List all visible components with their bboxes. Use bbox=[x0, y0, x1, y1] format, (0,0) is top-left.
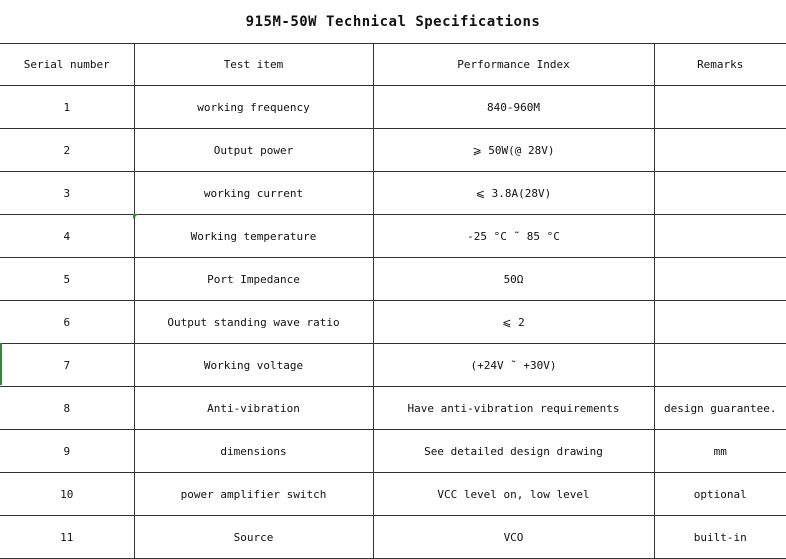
cell-test-item[interactable]: working frequency bbox=[134, 86, 373, 129]
header-row bbox=[0, 43, 786, 86]
cell-performance-index[interactable]: See detailed design drawing bbox=[373, 430, 654, 473]
table-row bbox=[0, 215, 786, 258]
cell-performance-index[interactable]: ⩽ 2 bbox=[373, 301, 654, 344]
table-row bbox=[0, 129, 786, 172]
cell-test-item[interactable]: power amplifier switch bbox=[134, 473, 373, 516]
cell-test-item[interactable]: Port Impedance bbox=[134, 258, 373, 301]
header-remarks[interactable]: Remarks bbox=[654, 43, 786, 86]
cell-remarks[interactable] bbox=[654, 172, 786, 215]
table-row bbox=[0, 258, 786, 301]
table-row bbox=[0, 430, 786, 473]
cell-remarks[interactable]: mm bbox=[654, 430, 786, 473]
cell-performance-index[interactable]: Have anti-vibration requirements bbox=[373, 387, 654, 430]
cell-serial-number[interactable]: 9 bbox=[0, 430, 134, 473]
cell-serial-number[interactable]: 7 bbox=[0, 344, 134, 387]
cell-serial-number[interactable]: 11 bbox=[0, 516, 134, 559]
cell-serial-number[interactable]: 5 bbox=[0, 258, 134, 301]
table-row bbox=[0, 516, 786, 559]
cell-remarks[interactable] bbox=[654, 258, 786, 301]
header-serial-number[interactable]: Serial number bbox=[0, 43, 134, 86]
cell-test-item[interactable]: Working temperature bbox=[134, 215, 373, 258]
cell-performance-index[interactable]: ⩽ 3.8A(28V) bbox=[373, 172, 654, 215]
cell-test-item[interactable]: Source bbox=[134, 516, 373, 559]
cell-performance-index[interactable]: VCO bbox=[373, 516, 654, 559]
cell-remarks[interactable]: built-in bbox=[654, 516, 786, 559]
cell-performance-index[interactable]: 50Ω bbox=[373, 258, 654, 301]
cell-test-item[interactable]: Output standing wave ratio bbox=[134, 301, 373, 344]
cell-remarks[interactable] bbox=[654, 344, 786, 387]
table-row bbox=[0, 473, 786, 516]
cell-test-item[interactable]: working current bbox=[134, 172, 373, 215]
cell-serial-number[interactable]: 2 bbox=[0, 129, 134, 172]
header-performance-index[interactable]: Performance Index bbox=[373, 43, 654, 86]
table-title: 915M-50W Technical Specifications bbox=[0, 0, 786, 44]
table-row bbox=[0, 301, 786, 344]
cell-serial-number[interactable]: 8 bbox=[0, 387, 134, 430]
cell-performance-index[interactable]: ⩾ 50W(@ 28V) bbox=[373, 129, 654, 172]
cell-comment-marker bbox=[133, 214, 138, 219]
cell-test-item[interactable]: Working voltage bbox=[134, 344, 373, 387]
spec-table-body bbox=[0, 86, 786, 559]
cell-serial-number[interactable]: 10 bbox=[0, 473, 134, 516]
cell-performance-index[interactable]: -25 °C ˜ 85 °C bbox=[373, 215, 654, 258]
cell-serial-number[interactable]: 4 bbox=[0, 215, 134, 258]
table-row bbox=[0, 344, 786, 387]
cell-performance-index[interactable]: (+24V ˜ +30V) bbox=[373, 344, 654, 387]
cell-test-item[interactable]: dimensions bbox=[134, 430, 373, 473]
cell-performance-index[interactable]: 840-960M bbox=[373, 86, 654, 129]
cell-serial-number[interactable]: 3 bbox=[0, 172, 134, 215]
spec-table bbox=[0, 43, 786, 559]
cell-remarks[interactable] bbox=[654, 129, 786, 172]
cell-test-item[interactable]: Output power bbox=[134, 129, 373, 172]
cell-performance-index[interactable]: VCC level on, low level bbox=[373, 473, 654, 516]
table-row bbox=[0, 86, 786, 129]
cell-remarks[interactable]: optional bbox=[654, 473, 786, 516]
table-row bbox=[0, 387, 786, 430]
row-selection-edge bbox=[0, 343, 2, 385]
header-test-item[interactable]: Test item bbox=[134, 43, 373, 86]
cell-serial-number[interactable]: 6 bbox=[0, 301, 134, 344]
table-row bbox=[0, 172, 786, 215]
cell-test-item[interactable]: Anti-vibration bbox=[134, 387, 373, 430]
cell-remarks[interactable]: design guarantee. bbox=[654, 387, 786, 430]
cell-serial-number[interactable]: 1 bbox=[0, 86, 134, 129]
cell-remarks[interactable] bbox=[654, 215, 786, 258]
cell-remarks[interactable] bbox=[654, 301, 786, 344]
cell-remarks[interactable] bbox=[654, 86, 786, 129]
